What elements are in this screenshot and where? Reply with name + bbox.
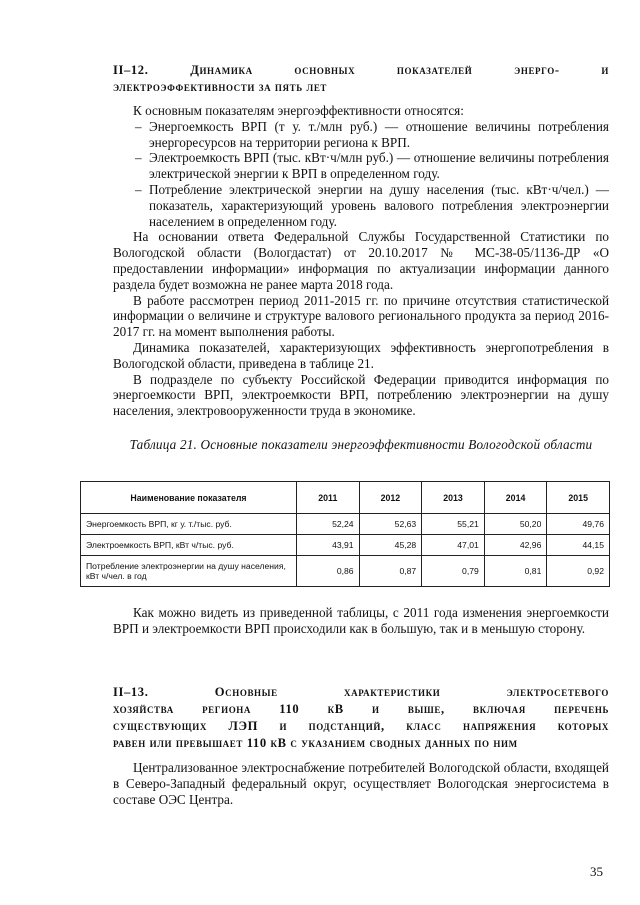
table-cell: 49,76 [547,514,610,535]
paragraph: В работе рассмотрен период 2011-2015 гг. по причине отсутствия статистической информации о величине и структуре валового регионального продукта за период 2016-2017 гг. на момент выполнения работы. [113,292,609,340]
table-cell: 42,96 [484,535,547,556]
heading-line: хозяйства региона 110 кВ и выше, включая перечень [113,702,609,716]
heading-line: существующих ЛЭП и подстанций, класс напряжения которых [113,719,609,733]
table-row [81,514,610,535]
paragraph: В подразделе по субъекту Российской Федерации приводится информация по энергоемкости ВРП, электроемкости ВРП, потреблению электроэнергии на душу населения, электровооруженности труда в экономике. [113,371,609,419]
paragraph: На основании ответа Федеральной Службы Государственной Статистики по Вологодской области (Вологдастат) от 20.10.2017 № МС-38-05/1136-ДР «О предоставлении информации» информация по актуализации информации данного раздела будет возможна не ранее марта 2018 года. [113,229,609,292]
table-cell: 50,20 [484,514,547,535]
row-label: Энергоемкость ВРП, кг у. т./тыс. руб. [81,514,297,535]
table-cell: 44,15 [547,535,610,556]
list-item: – Потребление электрической энергии на душу населения (тыс. кВт·ч/чел.) — показатель, характеризующий уровень валового потребления электроэнергии населением в определенном году. [135,181,609,229]
table-cell: 0,81 [484,556,547,587]
heading-line: II–12. Динамика основных показателей энерго- и [113,63,609,77]
table-cell: 0,92 [547,556,610,587]
indicators-table [80,481,610,587]
paragraph: Централизованное электроснабжение потребителей Вологодской области, входящей в Северо-Западный федеральный округ, осуществляет Вологодская энергосистема в составе ОЭС Центра. [113,760,609,807]
table-cell: 52,24 [297,514,360,535]
table-cell: 0,86 [297,556,360,587]
section-heading-ii-12 [113,62,609,96]
heading-line: равен или превышает 110 кВ с указанием сводных данных по ним [113,736,518,750]
table-row [81,535,610,556]
table-cell: 52,63 [359,514,422,535]
row-label: Электроемкость ВРП, кВт ч/тыс. руб. [81,535,297,556]
table-header-row [81,482,610,514]
paragraph: Как можно видеть из приведенной таблицы, с 2011 года изменения энергоемкости ВРП и электроемкости ВРП происходили как в большую, так и в меньшую сторону. [113,605,609,636]
table-cell: 43,91 [297,535,360,556]
list-item: – Электроемкость ВРП (тыс. кВт·ч/млн руб.) — отношение величины потребления электрической энергии к ВРП в определенном году. [135,150,609,182]
column-header: 2012 [359,482,422,514]
table-caption: Таблица 21. Основные показатели энергоэффективности Вологодской области [129,437,593,452]
heading-line: электроэффективности за пять лет [113,80,328,94]
after-table-text [113,605,609,637]
table-cell: 55,21 [422,514,485,535]
section-body [113,103,609,419]
table-row [81,556,610,587]
heading-line: II–13. Основные характеристики электросетевого [113,685,609,699]
row-label: Потребление электроэнергии на душу населения, кВт ч/чел. в год [81,556,297,587]
section-heading-ii-13 [113,684,609,752]
column-header: Наименование показателя [81,482,297,514]
section-2-body [113,760,609,807]
table-cell: 47,01 [422,535,485,556]
page-number: 35 [590,864,603,879]
list-item: – Энергоемкость ВРП (т у. т./млн руб.) — отношение величины потребления энергоресурсов на территории региона к ВРП. [135,118,609,150]
column-header: 2011 [297,482,360,514]
intro-paragraph: К основным показателям энергоэффективности относятся: [133,103,464,118]
table-cell: 0,79 [422,556,485,587]
column-header: 2014 [484,482,547,514]
indicator-list [113,119,609,230]
column-header: 2013 [422,482,485,514]
table-cell: 0,87 [359,556,422,587]
column-header: 2015 [547,482,610,514]
paragraph: Динамика показателей, характеризующих эффективность энергопотребления в Вологодской области, приведена в таблице 21. [113,339,609,371]
table-cell: 45,28 [359,535,422,556]
